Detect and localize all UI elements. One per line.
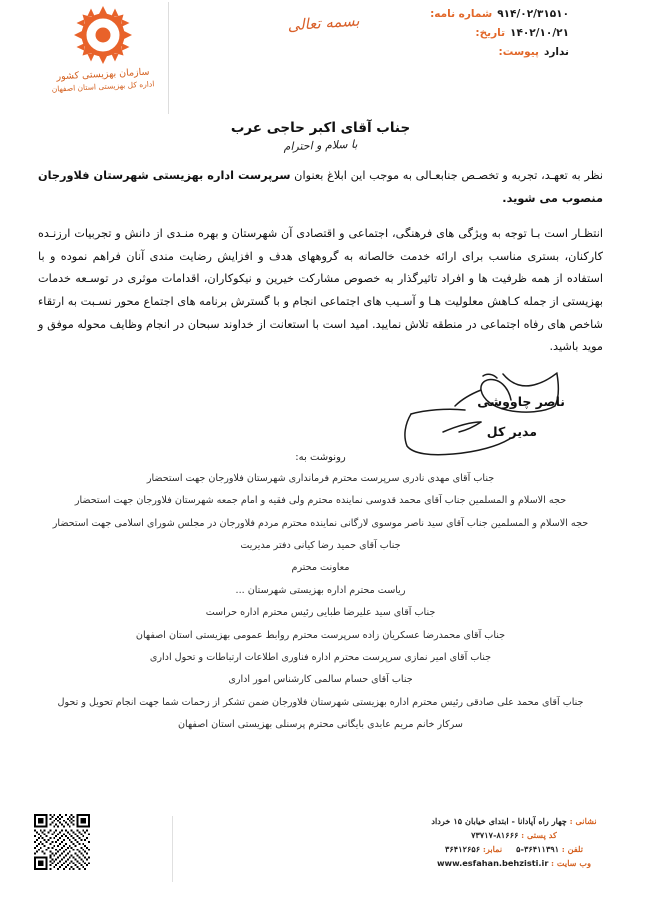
salutation-text: با سلام و احترام <box>283 137 358 154</box>
attachment-value: ندارد <box>543 46 569 58</box>
footer-divider <box>172 816 173 882</box>
appointment-tail: منصوب می شوید. <box>502 191 603 205</box>
addressee-name: جناب آقای اکبر حاجی عرب <box>230 120 411 136</box>
cc-list-item: حجه الاسلام و المسلمین جناب آقای محمد قدوسی نماینده محترم ولی فقیه و امام جمعه شهرستان فلاورجان جهت استحضار <box>74 495 567 507</box>
phone-value: ۳۶۴۱۱۳۹۱-۵ <box>516 844 560 854</box>
letter-body <box>38 120 603 372</box>
footer-website-line <box>399 858 629 868</box>
logo-organization-name: سازمان بهزیستی کشور <box>56 66 150 83</box>
handwritten-signature-icon <box>385 372 595 458</box>
cc-list-item: ریاست محترم اداره بهزیستی شهرستان ... <box>235 584 406 596</box>
fax-value: ۳۶۴۱۲۶۵۶ <box>445 844 481 854</box>
footer-postal-line <box>399 830 629 840</box>
footer-contact-info <box>399 816 629 872</box>
sun-burst-logo-icon <box>72 4 134 66</box>
footer-phone-line <box>399 844 629 854</box>
address-value: چهار راه آپادانا - ابتدای خیابان ۱۵ خرداد <box>431 816 567 826</box>
logo-branch-name: اداره کل بهزیستی استان اصفهان <box>51 79 155 94</box>
signer-name: ناصر چاووشی <box>477 394 565 409</box>
website-value[interactable]: www.esfahan.behzisti.ir <box>436 858 549 868</box>
basmala-text: بسمه تعالی <box>286 11 361 35</box>
footer-address-line <box>399 816 629 826</box>
date-value: ۱۴۰۲/۱۰/۲۱ <box>510 27 569 39</box>
cc-list-item: جناب آقای حمید رضا کیانی دفتر مدیریت <box>240 540 401 552</box>
appointment-paragraph <box>38 165 603 210</box>
cc-list-item: سرکار خانم مریم عابدی بایگانی محترم پرسنلی بهزیستی استان اصفهان <box>178 718 463 730</box>
cc-list-item: جناب آقای سید علیرضا طبایی رئیس محترم اداره حراست <box>205 607 436 619</box>
organization-logo <box>42 4 164 94</box>
appointment-role: سرپرست اداره بهزیستی شهرستان فلاورجان <box>38 169 291 182</box>
fax-label: نمابر: <box>482 844 503 854</box>
qr-code-icon <box>34 814 90 870</box>
expectation-paragraph: انتظـار است بـا توجه به ویژگی های فرهنگی، اجتماعی و اقتصادی آن شهرستان و بهره منـدی از دانش و تجربیات ارزنـده کارکنان، بستری مناسب برای ارائه خدمت خالصانه به گروههای هدف و افزایش رضایت مندی آنان فراهم نموده و با استفاده از همه ظرفیت ها و افراد تاثیرگذار به خصوص مشارکت خیرین و نیکوکاران، اقدامات موثری در توسـعه خدمات بهزیستی از جمله کـاهش معلولیت هـا و آسـیب های اجتماعی انجام و با گسترش برنامه های اجتماع محور نسـبت به ارتقاء شاخص های رفاه اجتماعی در منطقه تلاش نمایید. امید است با استعانت از خداوند سبحان در انجام وظایف محوله موفق و موید باشید. <box>38 227 603 354</box>
date-label: تاریخ: <box>475 27 506 39</box>
cc-list-item: جناب آقای حسام سالمی کارشناس امور اداری <box>228 674 413 686</box>
cc-list-item: جناب آقای امیر نمازی سرپرست محترم اداره فناوری اطلاعات ارتباطات و تحول اداری <box>149 651 492 663</box>
meta-row-attachment <box>430 46 569 58</box>
cc-list-item: جناب آقای مهدی نادری سرپرست محترم فرمانداری شهرستان فلاورجان جهت استحضار <box>146 473 495 484</box>
letter-header <box>0 0 647 118</box>
phone-label: تلفن : <box>561 844 583 854</box>
letter-footer <box>0 816 647 888</box>
postal-code-value: ۸۱۶۶۶-۷۳۷۱۷ <box>471 830 519 840</box>
attachment-label: پیوست: <box>498 46 539 58</box>
cc-list-item: معاونت محترم <box>291 562 350 574</box>
header-divider <box>168 2 169 114</box>
website-label: وب سایت : <box>551 858 592 868</box>
letter-number-label: شماره نامه: <box>430 8 493 20</box>
cc-list-item: حجه الاسلام و المسلمین جناب آقای سید ناصر موسوی لارگانی نماینده محترم مردم فلاورجان در مجلس شورای اسلامی جهت استحضار <box>52 517 589 529</box>
carbon-copy-section <box>38 452 603 740</box>
cc-heading: رونوشت به: <box>295 452 346 463</box>
postal-code-label: کد پستی : <box>521 830 557 840</box>
cc-list-item: جناب آقای محمد علی صادقی رئیس محترم اداره بهزیستی شهرستان فلاورجان ضمن تشکر از زحمات شما جهت انجام تحویل و تحول <box>57 696 584 708</box>
cc-list-item: جناب آقای محمدرضا عسکریان زاده سرپرست محترم روابط عمومی بهزیستی استان اصفهان <box>135 629 506 641</box>
signer-title: مدیر کل <box>486 424 537 439</box>
letter-number-value: ۹۱۴/۰۲/۳۱۵۱۰ <box>497 8 569 20</box>
signature-block <box>385 372 595 462</box>
appointment-lead: نظر به تعهـد، تجربه و تخصـص جنابعـالی به موجب این ابلاغ بعنوان <box>290 169 603 182</box>
address-label: نشانی : <box>569 816 597 826</box>
meta-row-date <box>430 27 569 39</box>
